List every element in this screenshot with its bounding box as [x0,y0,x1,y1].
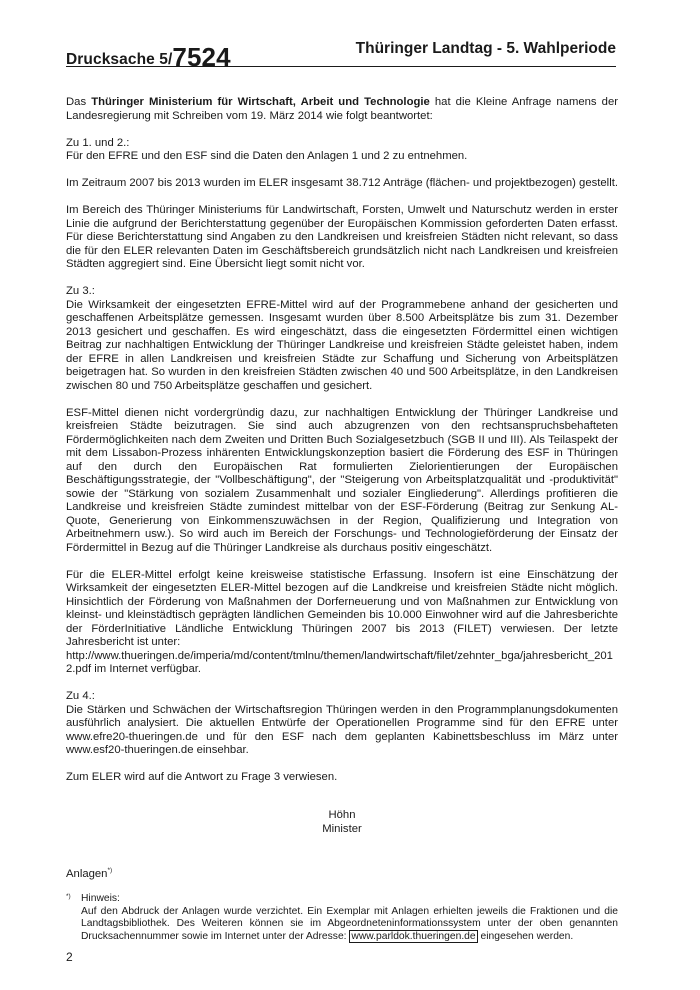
q4-heading: Zu 4.: [66,690,95,702]
intro-paragraph [66,96,618,123]
answer-body [66,96,618,798]
ministry-name: Thüringer Ministerium für Wirtschaft, Arbeit und Technologie [91,96,430,108]
footnote-text [81,893,618,943]
anlagen-marker: *) [107,867,113,874]
eler-count-paragraph: Im Zeitraum 2007 bis 2013 wurden im ELER insgesamt 38.712 Anträge (flächen- und projektbezogen) gestellt. [66,177,618,189]
q3-efre-paragraph: Die Wirksamkeit der eingesetzten EFRE-Mittel wird auf der Programmebene anhand der gesicherten und geschaffenen Arbeitsplätze gemessen. Insgesamt wurden über 8.500 Arbeitsplätze bis zum 31. Dezember 2013 gesichert und geschaffen. Es wird eingeschätzt, dass die eingesetzten Fördermittel einen wichtigen Beitrag zur nachhaltigen Entwicklung der Thüringer Landkreise und kreisfreien Städte geleistet haben, indem der EFRE in allen Landkreisen und kreisfreien Städte zur Schaffung und Sicherung von Arbeitsplätzen beigetragen hat. So wurden in den kreisfreien Städten zwischen 40 und 500 Arbeitsplätze, in den Landkreisen zwischen 80 und 750 Arbeitsplätze geschaffen und gesichert. [66,298,618,392]
parldok-link[interactable]: www.parldok.thueringen.de [351,930,476,942]
footnote-marker: *) [66,893,71,900]
q3-heading: Zu 3.: [66,285,95,297]
header-rule [66,66,616,67]
drucksache-prefix: Drucksache 5/ [66,51,173,68]
signature-block [66,809,618,836]
drucksache-number: 7524 [172,42,231,72]
footnote-heading: Hinweis: [81,893,120,904]
footnote [66,893,618,943]
anlagen-label: Anlagen [66,867,108,880]
q3-esf-paragraph: ESF-Mittel dienen nicht vordergründig dazu, zur nachhaltigen Entwicklung der Thüringer Landkreise und kreisfreien Städte beizutragen. Sie sind auch abzugrenzen von den rechtsanspruchsbehafteten Fördermöglichkeiten nach dem Zweiten und Dritten Buch Sozialgesetzbuch (SGB II und III). Als Teilaspekt der mit dem Lissabon-Prozess inhärenten Entwicklungskonzeption basiert die Förderung des ESF in Thüringen auf den durch den Europäischen Rat formulierten Zielorientierungen der Europäischen Beschäftigungsstrategie, der "Vollbeschäftigung", der "Steigerung von Arbeitsplatzqualität und -produktivität" sowie der "Stärkung von sozialem Zusammenhalt und sozialer Eingliederung". Allerdings profitieren die Landkreise und kreisfreien Städte zumindest mittelbar von der ESF-Förderung (Beitrag zur Senkung AL-Quote, Generierung von Einkommenszuwächsen in der Region, Qualifizierung und Integration von Arbeitnehmern usw.). So wird auch im Bereich der Forschungs- und Technologieförderung der Einsatz der Fördermittel in Bezug auf die Thüringer Landkreise als durchaus positiv eingeschätzt. [66,406,618,554]
page-number: 2 [66,950,73,964]
q4-paragraph: Die Stärken und Schwächen der Wirtschaftsregion Thüringen werden in den Programmplanungsdokumenten ausführlich analysiert. Die aktuellen Entwürfe der Operationellen Programme sind für den EFRE unter www.efre20-thueringen.de und für den ESF nach dem geplanten Kabinettsbeschluss im März unter www.esf20-thueringen.de einsehbar. [66,703,618,756]
q3-eler-paragraph: Für die ELER-Mittel erfolgt keine kreisweise statistische Erfassung. Insofern ist eine Einschätzung der Wirksamkeit der eingesetzten ELER-Mittel bezogen auf die Landkreise und kreisfreien Städte nicht möglich. Hinsichtlich der Förderung von Maßnahmen der Dorferneuerung und von Maßnahmen zur Entwicklung von kleinst- und kleinstädtisch geprägten ländlichen Gemeinden bis 10.000 Einwohner wird auf die Jahresberichte der FörderInitiative Ländliche Entwicklung Thüringen 2007 bis 2013 (FILET) verwiesen. Der letzte Jahresbericht ist unter: [66,568,618,648]
q3-eler-url: http://www.thueringen.de/imperia/md/content/tmlnu/themen/landwirtschaft/filet/zehnter_bga/jahresbericht_2012.pdf im Internet verfügbar. [66,649,613,675]
parliament-title: Thüringer Landtag - 5. Wahlperiode [355,40,616,57]
footnote-text-pre: Auf den Abdruck der Anlagen wurde verzichtet. Ein Exemplar mit Anlagen erhielten jeweils die Fraktionen und die Landtagsbibliothek. Des Weiteren können sie im Abgeordneteninformationssystem unter der oben genannten Drucksachennummer sowie im Internet unter der Adresse: [81,905,618,942]
intro-post: hat die Kleine Anfrage namens der Landesregierung mit Schreiben vom 19. März 2014 wie folgt beantwortet: [66,96,618,122]
signer-title: Minister [322,822,362,835]
page-header [66,30,616,72]
q12-heading: Zu 1. und 2.: [66,136,130,149]
ministry-note-paragraph: Im Bereich des Thüringer Ministeriums für Landwirtschaft, Forsten, Umwelt und Naturschutz werden in erster Linie die aufgrund der Berichterstattung gegenüber der Europäischen Kommission geforderten Daten erfasst. Für diese Berichterstattung sind Angaben zu den Landkreisen und kreisfreien Städten nicht relevant, so dass die für den ELER relevanten Daten im Geschäftsbereich grundsätzlich nicht nach Landkreisen und kreisfreien Städten aggregiert sind. Eine Übersicht liegt somit nicht vor. [66,204,618,270]
q4-eler-paragraph: Zum ELER wird auf die Antwort zu Frage 3 verwiesen. [66,771,338,783]
q12-text: Für den EFRE und den ESF sind die Daten den Anlagen 1 und 2 zu entnehmen. [66,150,468,162]
footnote-text-post: eingesehen werden. [477,930,574,942]
intro-pre: Das [66,96,92,108]
anlagen-line [66,867,112,880]
signer-name: Höhn [328,809,356,821]
footnote-body [81,906,618,944]
